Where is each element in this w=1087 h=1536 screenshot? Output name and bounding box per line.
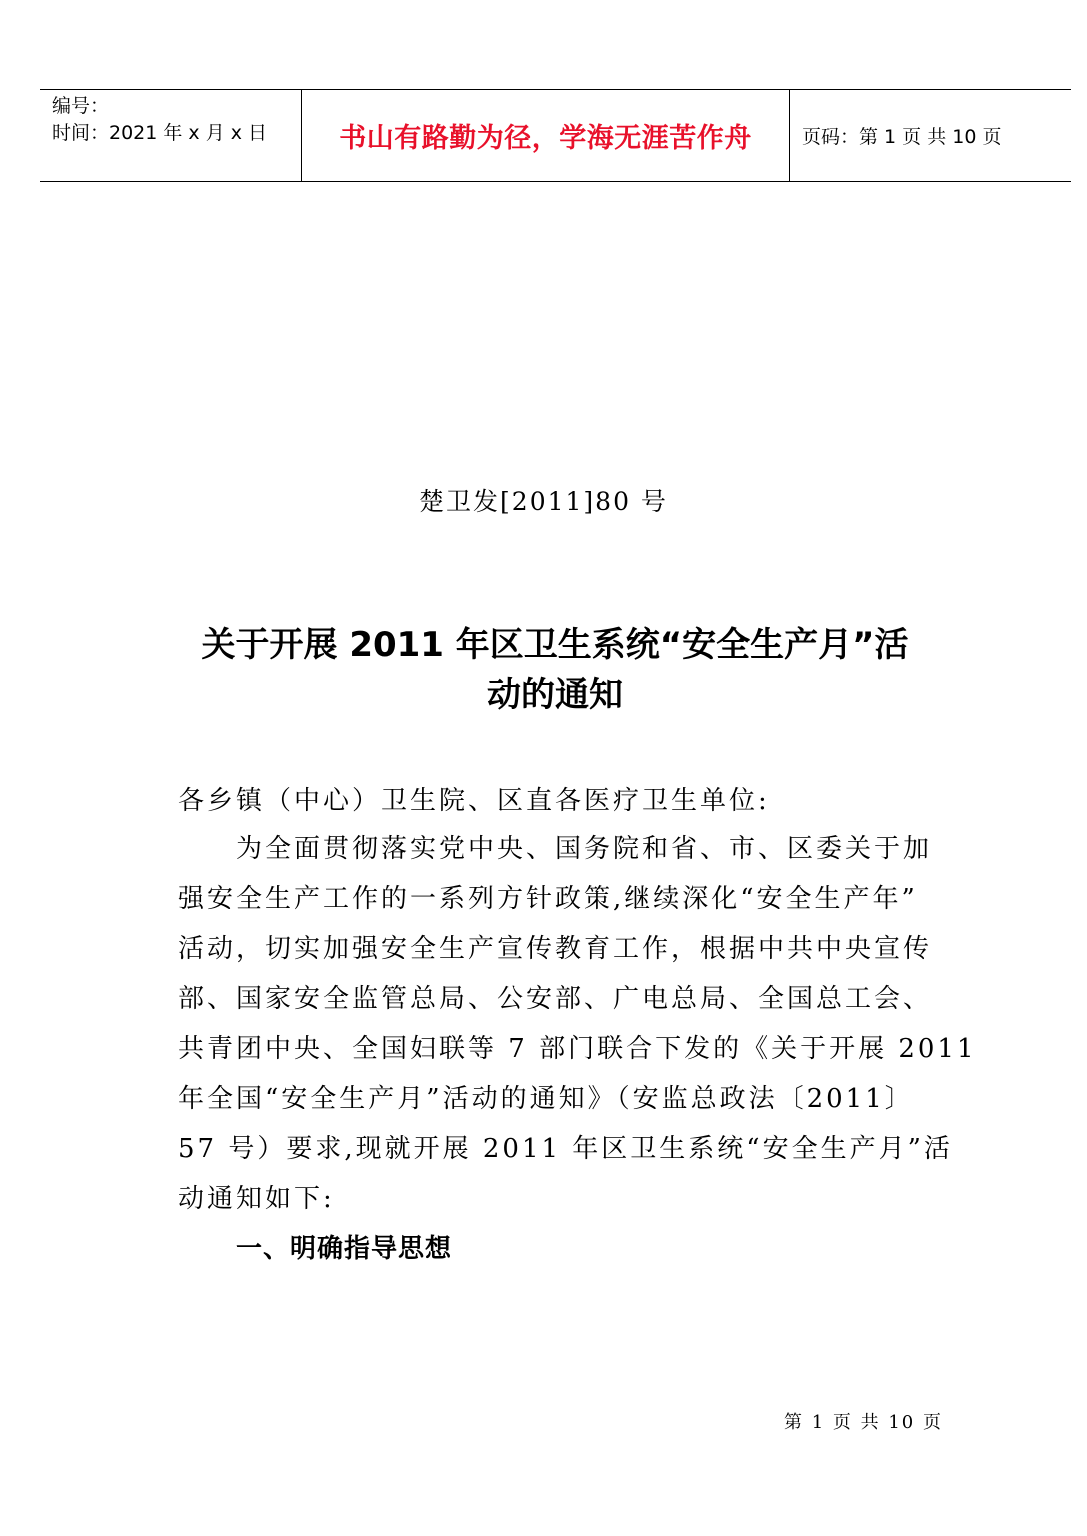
section-heading: 一、明确指导思想: [236, 1234, 453, 1264]
paragraph-line: 动通知如下:: [178, 1184, 335, 1214]
paragraph-line: 活动，切实加强安全生产宣传教育工作，根据中共中央宣传: [178, 934, 933, 964]
header-page-info: 页码：第 1 页 共 10 页: [802, 126, 1002, 148]
body-paragraph: [178, 824, 977, 1224]
title-line-1: 关于开展 2011 年区卫生系统“安全生产月”活: [201, 625, 909, 665]
document-title: [170, 620, 940, 720]
document-header: [40, 89, 1071, 182]
header-meta: [40, 90, 302, 181]
paragraph-line: 部、国家安全监管总局、公安部、广电总局、全国总工会、: [178, 984, 933, 1014]
page-footer: 第 1 页 共 10 页: [784, 1412, 943, 1433]
paragraph-line: 年全国“安全生产月”活动的通知》（安监总政法〔2011〕: [178, 1084, 914, 1114]
paragraph-line: 强安全生产工作的一系列方针政策,继续深化“安全生产年”: [178, 884, 918, 914]
salutation: 各乡镇（中心）卫生院、区直各医疗卫生单位:: [178, 786, 770, 816]
paragraph-line: 为全面贯彻落实党中央、国务院和省、市、区委关于加: [236, 834, 933, 864]
header-time-label: 时间：2021 年 x 月 x 日: [52, 122, 268, 144]
paragraph-line: 共青团中央、全国妇联等 7 部门联合下发的《关于开展 2011: [178, 1034, 977, 1064]
title-line-2: 动的通知: [487, 675, 623, 715]
header-number-label: 编号：: [52, 95, 110, 117]
header-motto: 书山有路勤为径，学海无涯苦作舟: [302, 90, 790, 181]
paragraph-line: 57 号）要求,现就开展 2011 年区卫生系统“安全生产月”活: [178, 1134, 953, 1164]
document-number: 楚卫发[2011]80 号: [419, 487, 668, 516]
